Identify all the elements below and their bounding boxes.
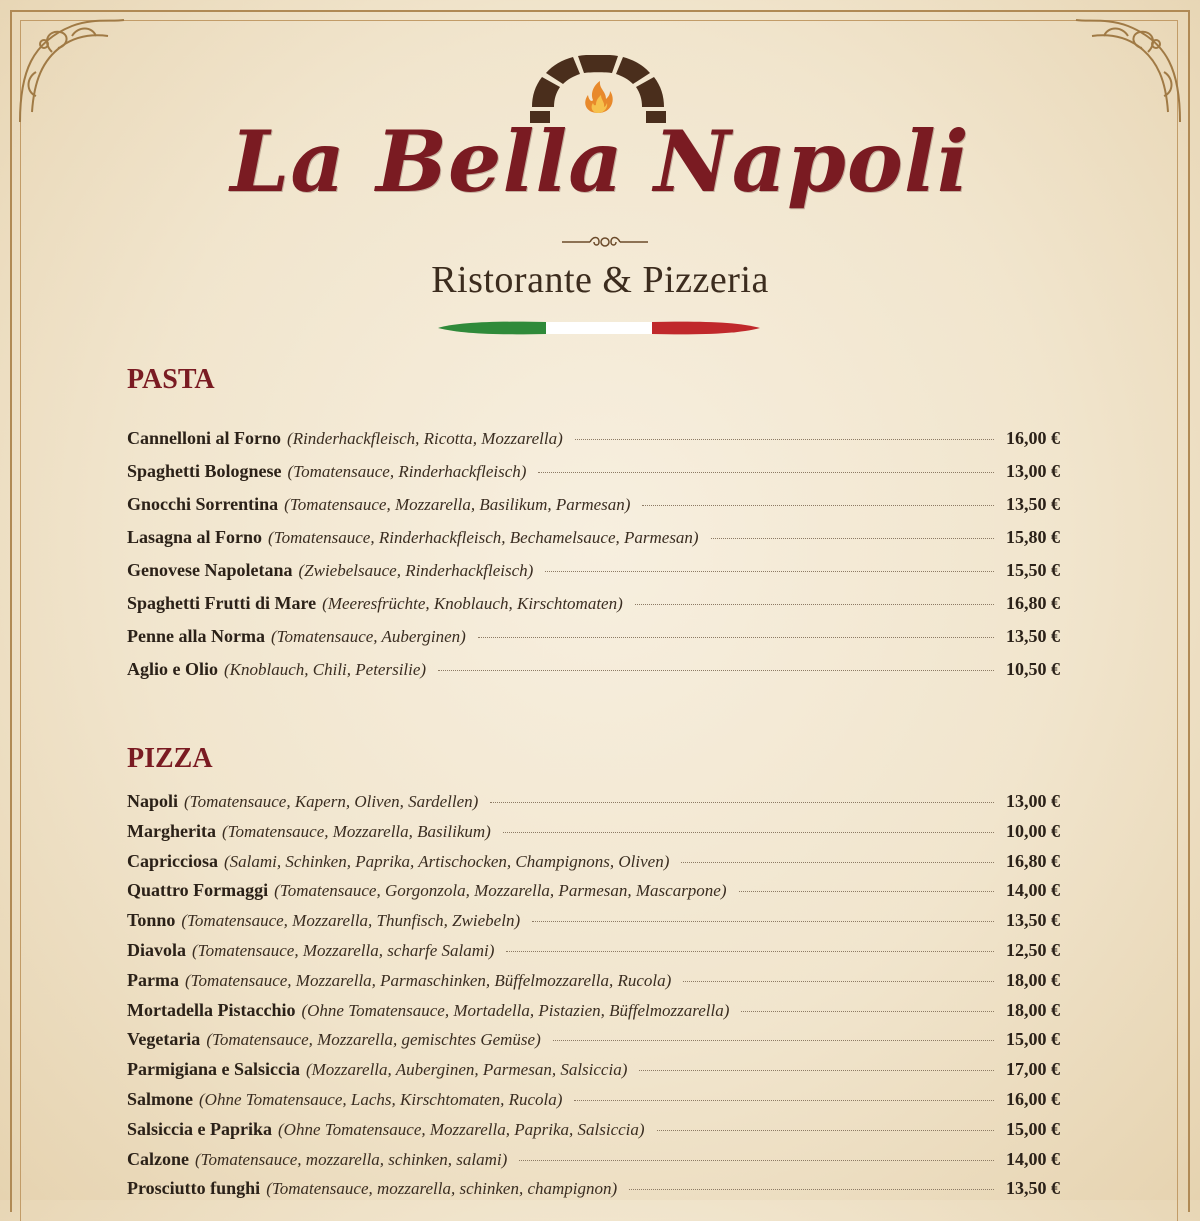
dot-leader (553, 1040, 994, 1041)
dot-leader (538, 472, 994, 473)
item-description: (Tomatensauce, Mozzarella, scharfe Salami) (192, 941, 495, 960)
item-description: (Ohne Tomatensauce, Lachs, Kirschtomaten, Rucola) (199, 1090, 563, 1109)
item-name: Penne alla Norma (127, 626, 265, 646)
menu-item (127, 910, 1060, 936)
dot-leader (629, 1189, 994, 1190)
dot-leader (683, 981, 994, 982)
item-description: (Tomatensauce, Mozzarella, gemischtes Gemüse) (206, 1030, 541, 1050)
item-description: (Tomatensauce, mozzarella, schinken, salami) (195, 1149, 508, 1169)
item-price: 16,80 € (1006, 593, 1060, 613)
item-price: 17,00 € (1006, 1059, 1060, 1080)
menu-item (127, 791, 1060, 817)
dot-leader (519, 1160, 994, 1161)
item-name: Margherita (127, 820, 216, 841)
item-price: 10,00 € (1006, 820, 1060, 841)
item-price: 12,50 € (1006, 940, 1060, 960)
item-name: Diavola (127, 940, 187, 960)
item-price: 13,50 € (1006, 1178, 1060, 1199)
menu-item (127, 560, 1060, 586)
flame-icon (585, 81, 612, 113)
dot-leader (741, 1011, 994, 1012)
menu-item (127, 1149, 1060, 1175)
item-name: Quattro Formaggi (127, 880, 269, 901)
item-price: 18,00 € (1006, 999, 1060, 1020)
section-title-pasta: PASTA (127, 364, 215, 395)
menu-item (127, 428, 1060, 454)
menu-item (127, 851, 1060, 877)
item-description: (Rinderhackfleisch, Ricotta, Mozzarella) (287, 429, 563, 448)
menu-item (127, 821, 1060, 847)
item-name: Lasagna al Forno (127, 527, 263, 547)
menu-item (127, 1000, 1060, 1026)
dot-leader (739, 891, 994, 892)
item-description: (Tomatensauce, Gorgonzola, Mozzarella, Parmesan, Mascarpone) (274, 881, 727, 901)
dot-leader (642, 505, 994, 506)
item-description: (Tomatensauce, mozzarella, schinken, champignon) (266, 1179, 618, 1199)
item-name: Tonno (127, 910, 176, 931)
item-name: Salsiccia e Paprika (127, 1118, 272, 1139)
item-price: 16,00 € (1006, 1089, 1060, 1109)
menu-item (127, 461, 1060, 487)
item-description: (Knoblauch, Chili, Petersilie) (224, 660, 427, 679)
item-description: (Ohne Tomatensauce, Mozzarella, Paprika, Salsiccia) (278, 1119, 645, 1139)
item-description: (Tomatensauce, Kapern, Oliven, Sardellen) (184, 792, 479, 811)
dot-leader (532, 921, 994, 922)
item-price: 10,50 € (1006, 659, 1060, 679)
item-name: Genovese Napoletana (127, 560, 293, 580)
restaurant-subtitle: Ristorante & Pizzeria (431, 259, 769, 301)
item-name: Calzone (127, 1148, 189, 1169)
dot-leader (478, 637, 994, 638)
dot-leader (639, 1070, 994, 1071)
item-name: Salmone (127, 1089, 194, 1109)
item-name: Napoli (127, 791, 179, 811)
item-description: (Tomatensauce, Mozzarella, Basilikum) (221, 821, 491, 841)
item-price: 14,00 € (1006, 1148, 1060, 1169)
item-description: (Ohne Tomatensauce, Mortadella, Pistazien, Büffelmozzarella) (301, 1000, 730, 1020)
menu-item (127, 527, 1060, 553)
item-price: 14,00 € (1006, 880, 1060, 901)
menu-item (127, 1089, 1060, 1115)
dot-leader (545, 571, 994, 572)
item-price: 18,00 € (1006, 969, 1060, 990)
item-description: (Tomatensauce, Mozzarella, Parmaschinken, Büffelmozzarella, Rucola) (184, 970, 672, 990)
menu-item (127, 494, 1060, 520)
item-price: 16,00 € (1006, 428, 1060, 448)
restaurant-name: La Bella Napoli (230, 112, 970, 211)
item-price: 13,00 € (1006, 461, 1060, 481)
item-name: Parmigiana e Salsiccia (127, 1059, 300, 1080)
menu-item (127, 880, 1060, 906)
dot-leader (506, 951, 994, 952)
scroll-divider-icon (560, 233, 650, 251)
item-description: (Tomatensauce, Mozzarella, Thunfisch, Zwiebeln) (181, 911, 521, 931)
menu-item (127, 593, 1060, 619)
menu-item (127, 1059, 1060, 1085)
dot-leader (681, 862, 994, 863)
item-price: 15,00 € (1006, 1118, 1060, 1139)
menu-item (127, 626, 1060, 652)
item-name: Spaghetti Bolognese (127, 461, 282, 481)
item-name: Aglio e Olio (127, 659, 218, 679)
menu-item (127, 940, 1060, 966)
item-name: Prosciutto funghi (127, 1178, 261, 1199)
menu-item (127, 659, 1060, 685)
dot-leader (635, 604, 994, 605)
item-name: Cannelloni al Forno (127, 428, 282, 448)
item-name: Vegetaria (127, 1029, 201, 1050)
item-description: (Tomatensauce, Rinderhackfleisch) (287, 462, 527, 481)
item-price: 15,50 € (1006, 560, 1060, 580)
item-price: 13,00 € (1006, 791, 1060, 811)
item-name: Parma (127, 969, 179, 990)
dot-leader (657, 1130, 994, 1131)
dot-leader (711, 538, 994, 539)
menu-item (127, 1029, 1060, 1055)
item-price: 13,50 € (1006, 626, 1060, 646)
item-description: (Meeresfrüchte, Knoblauch, Kirschtomaten) (322, 594, 623, 613)
item-name: Spaghetti Frutti di Mare (127, 593, 317, 613)
item-name: Mortadella Pistacchio (127, 999, 296, 1020)
item-price: 15,80 € (1006, 527, 1060, 547)
menu-item (127, 1119, 1060, 1145)
section-title-pizza: PIZZA (127, 743, 213, 774)
menu-item (127, 970, 1060, 996)
item-description: (Zwiebelsauce, Rinderhackfleisch) (298, 561, 534, 580)
item-price: 13,50 € (1006, 494, 1060, 514)
menu-item (127, 1178, 1060, 1204)
dot-leader (438, 670, 994, 671)
item-description: (Salami, Schinken, Paprika, Artischocken, Champignons, Oliven) (223, 851, 670, 871)
dot-leader (574, 1100, 994, 1101)
italian-flag-stripe (438, 318, 760, 338)
item-description: (Tomatensauce, Mozzarella, Basilikum, Parmesan) (284, 495, 631, 514)
item-description: (Mozzarella, Auberginen, Parmesan, Salsiccia) (305, 1060, 628, 1080)
item-price: 16,80 € (1006, 850, 1060, 871)
item-name: Capricciosa (127, 850, 218, 871)
item-name: Gnocchi Sorrentina (127, 494, 279, 514)
item-price: 15,00 € (1006, 1029, 1060, 1050)
item-price: 13,50 € (1006, 910, 1060, 931)
item-description: (Tomatensauce, Rinderhackfleisch, Bechamelsauce, Parmesan) (268, 528, 699, 547)
item-description: (Tomatensauce, Auberginen) (270, 627, 466, 646)
dot-leader (575, 439, 994, 440)
dot-leader (503, 832, 994, 833)
dot-leader (490, 802, 994, 803)
